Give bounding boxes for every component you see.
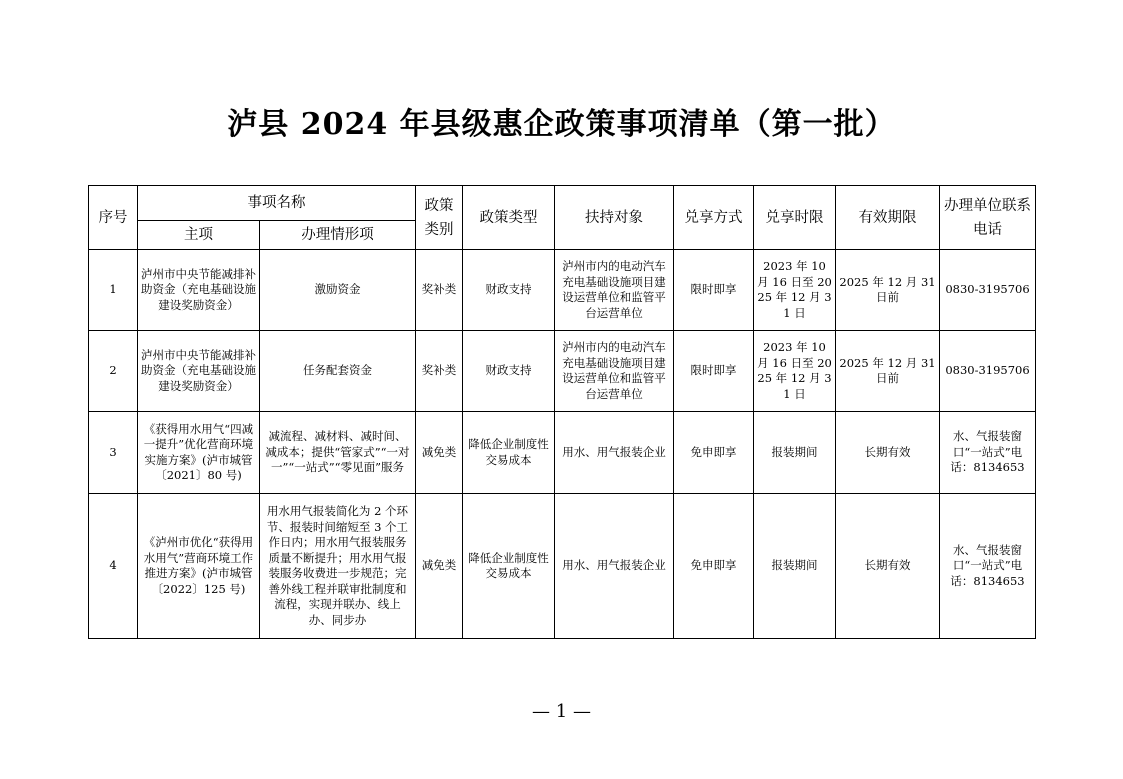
cell-policy-type: 财政支持 xyxy=(463,250,555,331)
header-validity: 有效期限 xyxy=(836,186,940,250)
cell-category: 减免类 xyxy=(416,494,463,639)
cell-main-item: 《泸州市优化“获得用水用气”营商环境工作推进方案》(泸市城管〔2022〕125 号) xyxy=(138,494,260,639)
cell-validity: 2025 年 12 月 31 日前 xyxy=(836,331,940,412)
policy-table xyxy=(88,185,1036,639)
cell-category: 减免类 xyxy=(416,412,463,494)
cell-time-limit: 报装期间 xyxy=(754,412,836,494)
cell-time-limit: 2023 年 10 月 16 日至 2025 年 12 月 31 日 xyxy=(754,331,836,412)
cell-validity: 长期有效 xyxy=(836,494,940,639)
cell-method: 免申即享 xyxy=(674,494,754,639)
cell-policy-type: 降低企业制度性交易成本 xyxy=(463,494,555,639)
header-method: 兑享方式 xyxy=(674,186,754,250)
cell-policy-type: 财政支持 xyxy=(463,331,555,412)
cell-situation: 用水用气报装简化为 2 个环节、报装时间缩短至 3 个工作日内；用水用气报装服务质量不断提升；用水用气报装服务收费进一步规范；完善外线工程并联审批制度和流程，实现并联办、线上办、同步办 xyxy=(260,494,416,639)
cell-seq: 4 xyxy=(89,494,138,639)
cell-target: 泸州市内的电动汽车充电基础设施项目建设运营单位和监管平台运营单位 xyxy=(555,331,674,412)
cell-seq: 3 xyxy=(89,412,138,494)
cell-seq: 1 xyxy=(89,250,138,331)
cell-contact: 水、气报装窗口“一站式”电话：8134653 xyxy=(940,494,1036,639)
cell-time-limit: 报装期间 xyxy=(754,494,836,639)
cell-main-item: 泸州市中央节能减排补助资金（充电基础设施建设奖励资金） xyxy=(138,250,260,331)
header-time-limit: 兑享时限 xyxy=(754,186,836,250)
header-category: 政策类别 xyxy=(416,186,463,250)
cell-target: 泸州市内的电动汽车充电基础设施项目建设运营单位和监管平台运营单位 xyxy=(555,250,674,331)
cell-contact: 0830-3195706 xyxy=(940,250,1036,331)
table-row xyxy=(89,331,1036,412)
header-policy-type: 政策类型 xyxy=(463,186,555,250)
table-row xyxy=(89,412,1036,494)
cell-method: 限时即享 xyxy=(674,250,754,331)
cell-method: 限时即享 xyxy=(674,331,754,412)
cell-situation: 激励资金 xyxy=(260,250,416,331)
cell-seq: 2 xyxy=(89,331,138,412)
table-header-row xyxy=(89,186,1036,221)
cell-time-limit: 2023 年 10 月 16 日至 2025 年 12 月 31 日 xyxy=(754,250,836,331)
cell-category: 奖补类 xyxy=(416,331,463,412)
cell-policy-type: 降低企业制度性交易成本 xyxy=(463,412,555,494)
table-row xyxy=(89,494,1036,639)
cell-main-item: 《获得用水用气“四减一提升”优化营商环境实施方案》(泸市城管〔2021〕80 号) xyxy=(138,412,260,494)
cell-target: 用水、用气报装企业 xyxy=(555,494,674,639)
header-target: 扶持对象 xyxy=(555,186,674,250)
header-item-name: 事项名称 xyxy=(138,186,416,221)
header-situation: 办理情形项 xyxy=(260,221,416,250)
cell-situation: 减流程、减材料、减时间、减成本；提供“管家式”“一对一”“一站式”“零见面”服务 xyxy=(260,412,416,494)
page-number: — 1 — xyxy=(532,701,591,722)
cell-main-item: 泸州市中央节能减排补助资金（充电基础设施建设奖励资金） xyxy=(138,331,260,412)
header-contact: 办理单位联系电话 xyxy=(940,186,1036,250)
header-seq: 序号 xyxy=(89,186,138,250)
cell-situation: 任务配套资金 xyxy=(260,331,416,412)
cell-validity: 2025 年 12 月 31 日前 xyxy=(836,250,940,331)
document-title: 泸县 2024 年县级惠企政策事项清单（第一批） xyxy=(227,107,896,142)
cell-validity: 长期有效 xyxy=(836,412,940,494)
cell-contact: 水、气报装窗口“一站式”电话：8134653 xyxy=(940,412,1036,494)
cell-target: 用水、用气报装企业 xyxy=(555,412,674,494)
table-row xyxy=(89,250,1036,331)
cell-method: 免申即享 xyxy=(674,412,754,494)
cell-category: 奖补类 xyxy=(416,250,463,331)
header-main-item: 主项 xyxy=(138,221,260,250)
cell-contact: 0830-3195706 xyxy=(940,331,1036,412)
